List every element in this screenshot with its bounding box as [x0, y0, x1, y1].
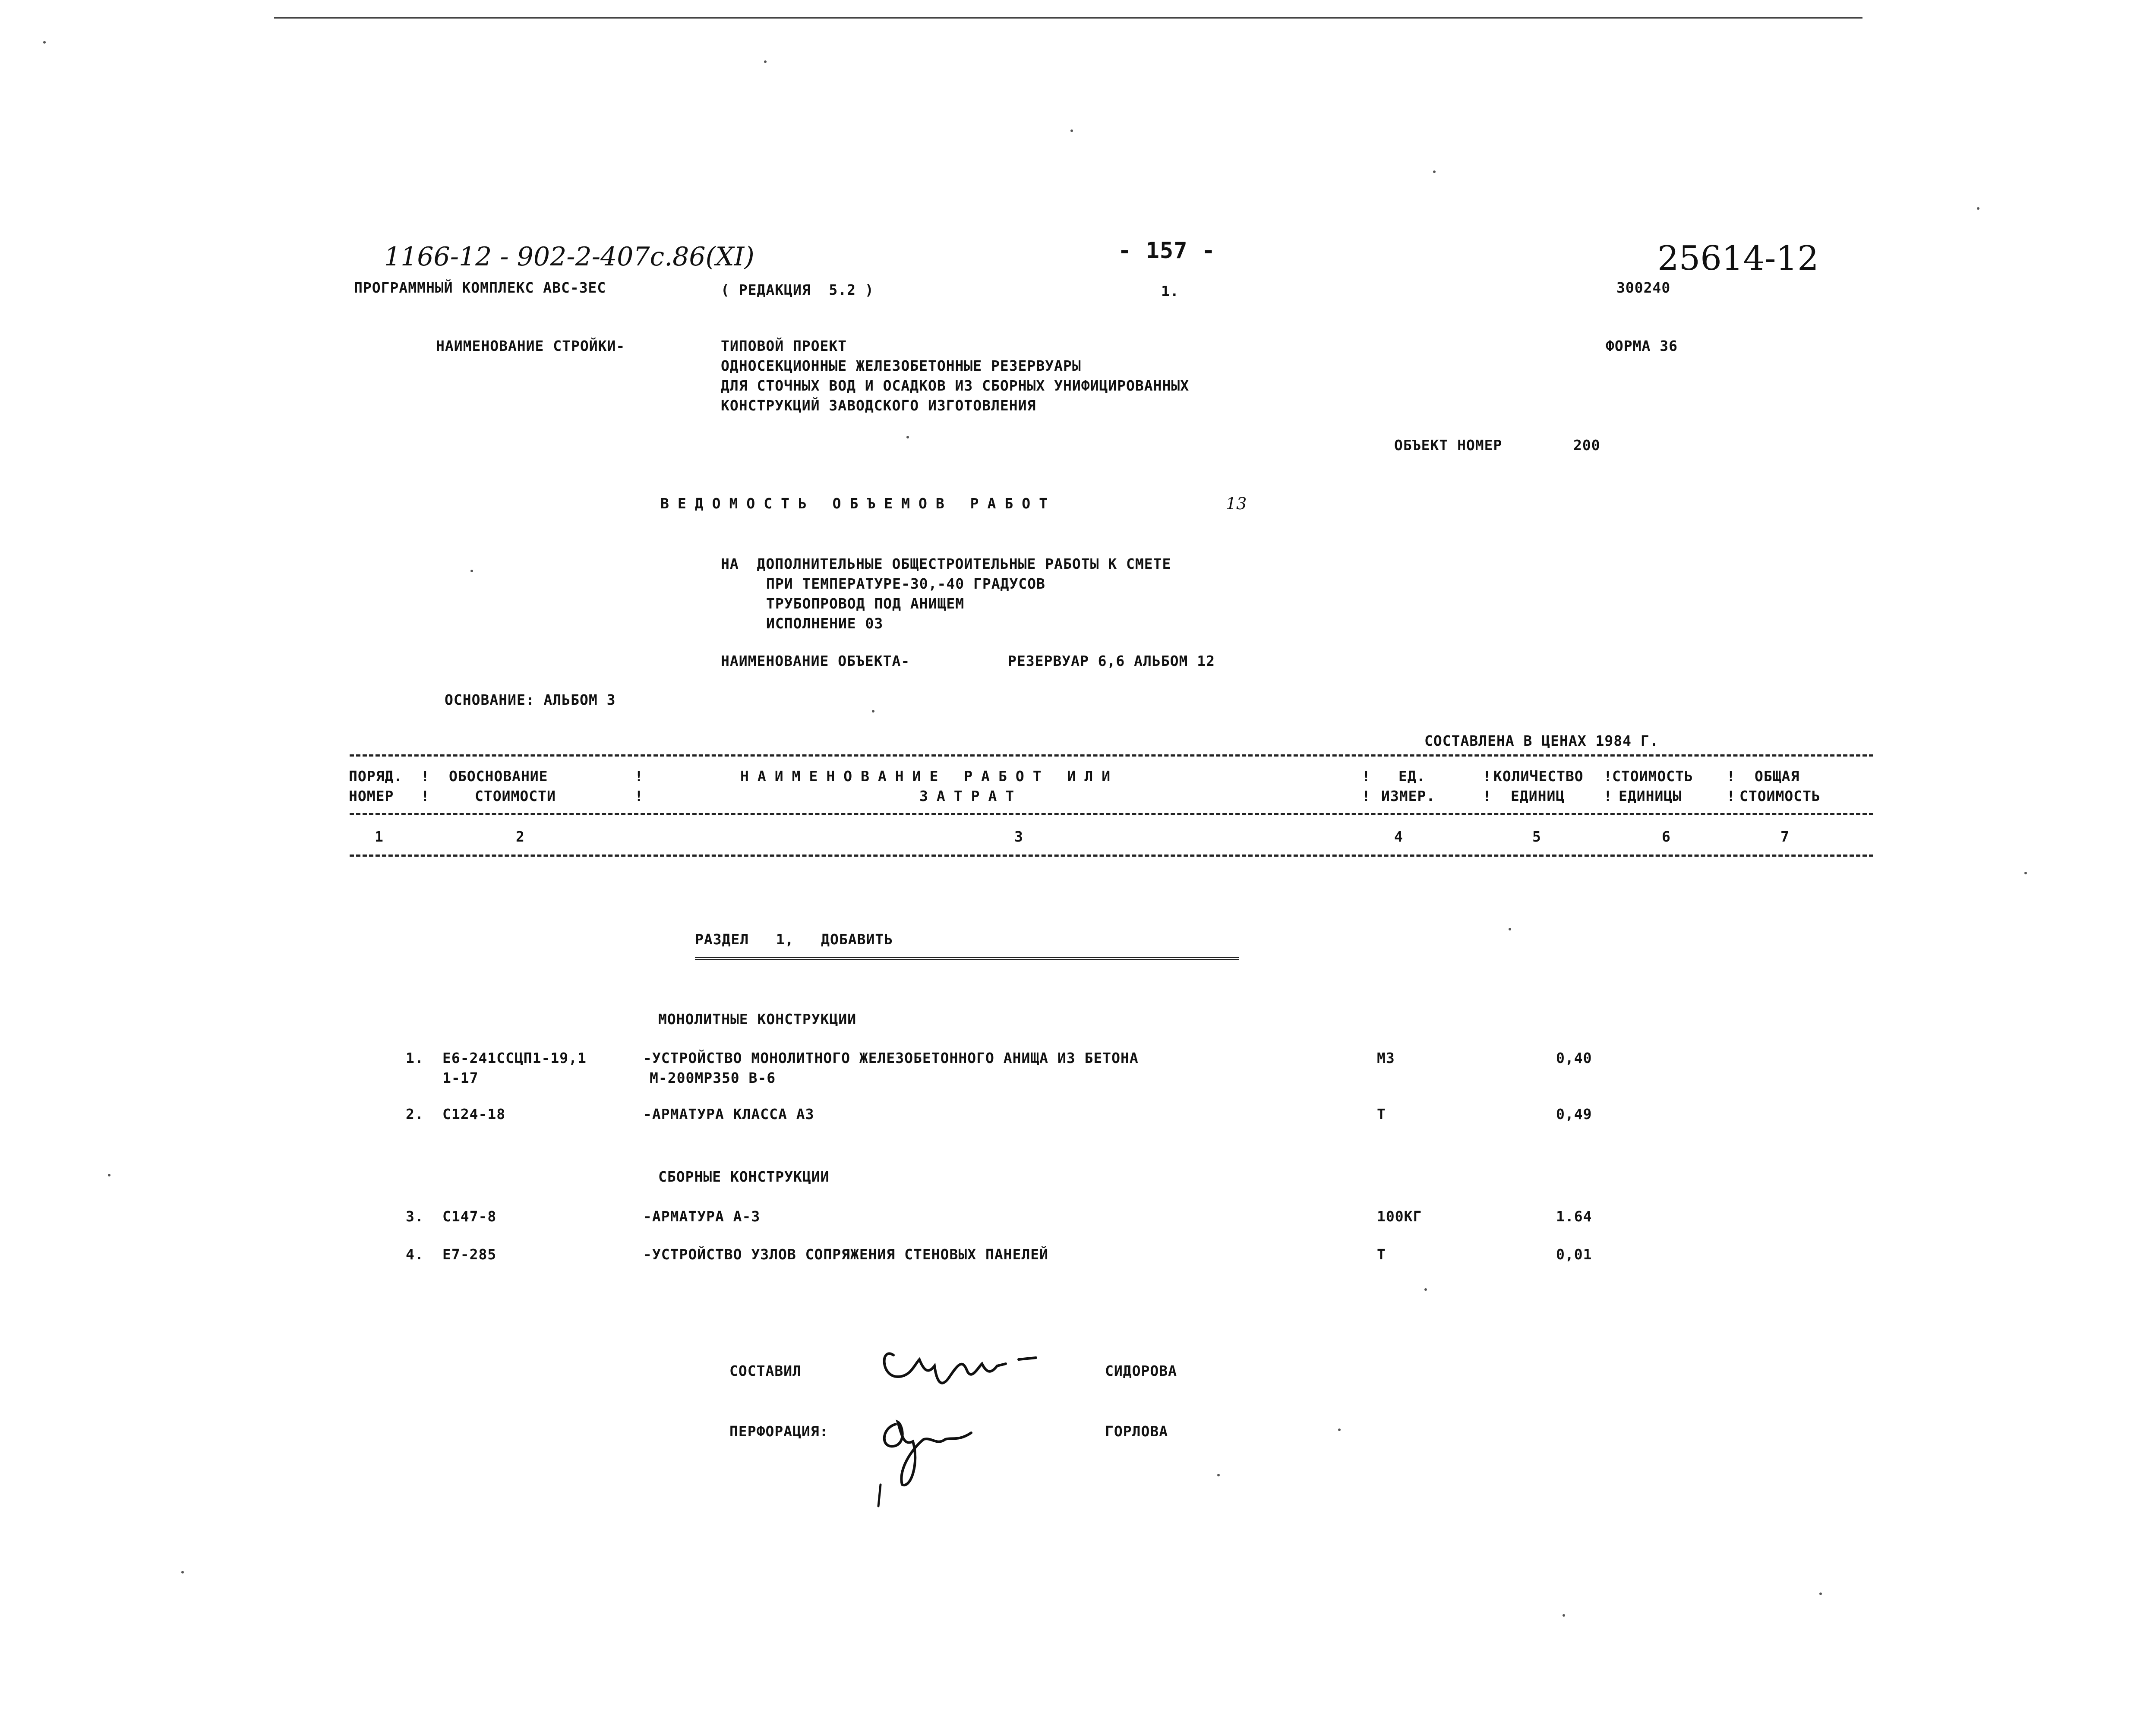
object-name-label: НАИМЕНОВАНИЕ ОБЪЕКТА- — [721, 653, 910, 669]
form-number: ФОРМА 36 — [1606, 337, 1678, 354]
row-number: 2. — [406, 1106, 424, 1123]
column-header: ИЗМЕР. — [1381, 788, 1436, 804]
page-number: - 157 - — [1118, 238, 1216, 264]
column-divider: ! — [1727, 788, 1736, 804]
scan-speck — [108, 1174, 110, 1176]
project-line: ДЛЯ СТОЧНЫХ ВОД И ОСАДКОВ ИЗ СБОРНЫХ УНИФИЦИРОВАННЫХ — [721, 377, 1190, 394]
column-divider: ! — [1362, 768, 1371, 785]
column-header: ЗАТРАТ — [919, 788, 1023, 804]
row-unit: 100КГ — [1377, 1208, 1422, 1225]
project-line: ОДНОСЕКЦИОННЫЕ ЖЕЛЕЗОБЕТОННЫЕ РЕЗЕРВУАРЫ — [721, 357, 1081, 374]
section-title: РАЗДЕЛ 1, ДОБАВИТЬ — [695, 931, 893, 948]
row-quantity: 0,01 — [1556, 1246, 1592, 1263]
table-rule-top — [350, 754, 1873, 757]
punched-signature — [872, 1398, 1001, 1510]
statement-title: ВЕДОМОСТЬ ОБЪЕМОВ РАБОТ — [660, 495, 1056, 512]
scan-speck — [1217, 1474, 1220, 1476]
column-divider: ! — [634, 788, 644, 804]
row-code: Е7-285 — [442, 1246, 497, 1263]
column-header: СТОИМОСТЬ — [1739, 788, 1821, 804]
column-divider: ! — [634, 768, 644, 785]
scan-speck — [2024, 872, 2027, 874]
row-quantity: 0,40 — [1556, 1050, 1592, 1066]
column-divider: ! — [1362, 788, 1371, 804]
price-basis: СОСТАВЛЕНА В ЦЕНАХ 1984 Г. — [1424, 732, 1659, 749]
row-work-name-continued: М-200МРЗ50 В-6 — [650, 1069, 776, 1086]
row-quantity: 1.64 — [1556, 1208, 1592, 1225]
column-header: ОБЩАЯ — [1755, 768, 1800, 785]
edition: ( РЕДАКЦИЯ 5.2 ) — [721, 281, 874, 298]
column-divider: ! — [1727, 768, 1736, 785]
row-code: С124-18 — [442, 1106, 506, 1123]
column-header: ЕДИНИЦЫ — [1619, 788, 1682, 804]
column-header: ПОРЯД. — [349, 768, 403, 785]
table-rule-mid — [350, 813, 1873, 815]
object-label: ОБЪЕКТ НОМЕР — [1394, 437, 1503, 454]
project-line: ТИПОВОЙ ПРОЕКТ — [721, 337, 847, 354]
column-divider: ! — [1483, 768, 1492, 785]
column-number: 3 — [1014, 828, 1023, 845]
row-number: 1. — [406, 1050, 424, 1066]
purpose-line: ПРИ ТЕМПЕРАТУРЕ-30,-40 ГРАДУСОВ — [766, 575, 1045, 592]
statement-title-mark: 13 — [1226, 494, 1247, 513]
scan-speck — [906, 436, 909, 438]
purpose-line: НА ДОПОЛНИТЕЛЬНЫЕ ОБЩЕСТРОИТЕЛЬНЫЕ РАБОТЫ К СМЕТЕ — [721, 555, 1171, 572]
column-divider: ! — [1483, 788, 1492, 804]
column-header: ЕДИНИЦ — [1511, 788, 1565, 804]
group-title: СБОРНЫЕ КОНСТРУКЦИИ — [658, 1168, 830, 1185]
column-number: 7 — [1780, 828, 1790, 845]
column-divider: ! — [421, 768, 430, 785]
table-rule-bottom — [350, 855, 1873, 857]
row-work-name: -УСТРОЙСТВО МОНОЛИТНОГО ЖЕЛЕЗОБЕТОННОГО АНИЩА ИЗ БЕТОНА — [643, 1050, 1139, 1066]
purpose-line: ТРУБОПРОВОД ПОД АНИЩЕМ — [766, 595, 965, 612]
row-code: С147-8 — [442, 1208, 497, 1225]
column-header: НОМЕР — [349, 788, 394, 804]
punched-by-label: ПЕРФОРАЦИЯ: — [729, 1423, 829, 1440]
scan-speck — [181, 1571, 184, 1573]
object-name: РЕЗЕРВУАР 6,6 АЛЬБОМ 12 — [1008, 653, 1215, 669]
scan-speck — [1563, 1614, 1565, 1617]
project-label: НАИМЕНОВАНИЕ СТРОЙКИ- — [436, 337, 625, 354]
program-name: ПРОГРАММНЫЙ КОМПЛЕКС АВС-ЗЕС — [354, 279, 606, 296]
compiled-signature — [876, 1329, 1066, 1394]
row-work-name: -УСТРОЙСТВО УЗЛОВ СОПРЯЖЕНИЯ СТЕНОВЫХ ПАНЕЛЕЙ — [643, 1246, 1049, 1263]
sheet-marker: 1. — [1161, 283, 1179, 300]
scan-speck — [43, 41, 46, 44]
scan-speck — [1424, 1288, 1427, 1291]
row-code: Е6-241ССЦП1-19,1 — [442, 1050, 587, 1066]
section-underline — [695, 957, 1239, 960]
scan-speck — [1433, 170, 1436, 173]
scan-top-rule — [274, 17, 1862, 19]
row-unit: Т — [1377, 1106, 1386, 1123]
row-quantity: 0,49 — [1556, 1106, 1592, 1123]
project-line: КОНСТРУКЦИЙ ЗАВОДСКОГО ИЗГОТОВЛЕНИЯ — [721, 397, 1036, 414]
column-header: СТОИМОСТИ — [475, 788, 556, 804]
scan-speck — [1338, 1428, 1341, 1431]
scan-speck — [1977, 207, 1979, 210]
column-number: 4 — [1394, 828, 1403, 845]
scan-speck — [764, 60, 767, 63]
group-title: МОНОЛИТНЫЕ КОНСТРУКЦИИ — [658, 1011, 857, 1028]
row-code-continued: 1-17 — [442, 1069, 479, 1086]
scan-speck — [470, 570, 473, 572]
column-header: ЕД. — [1398, 768, 1426, 785]
column-number: 6 — [1662, 828, 1671, 845]
column-header: ОБОСНОВАНИЕ — [449, 768, 548, 785]
column-number: 2 — [516, 828, 525, 845]
purpose-line: ИСПОЛНЕНИЕ 03 — [766, 615, 884, 632]
row-number: 4. — [406, 1246, 424, 1263]
doc-code: 300240 — [1616, 279, 1671, 296]
row-unit: М3 — [1377, 1050, 1395, 1066]
basis: ОСНОВАНИЕ: АЛЬБОМ 3 — [445, 691, 616, 708]
scan-speck — [1509, 928, 1511, 930]
column-divider: ! — [421, 788, 430, 804]
punched-by-name: ГОРЛОВА — [1105, 1423, 1168, 1440]
compiled-by-name: СИДОРОВА — [1105, 1362, 1177, 1379]
scan-speck — [1819, 1592, 1822, 1595]
column-number: 5 — [1532, 828, 1541, 845]
object-number: 200 — [1573, 437, 1600, 454]
column-divider: ! — [1604, 788, 1613, 804]
column-number: 1 — [375, 828, 384, 845]
handwritten-code: 1166-12 - 902-2-407c.86(XI) — [384, 242, 754, 272]
scan-speck — [872, 710, 874, 713]
row-work-name: -АРМАТУРА КЛАССА А3 — [643, 1106, 814, 1123]
column-header: СТОИМОСТЬ — [1612, 768, 1693, 785]
row-unit: Т — [1377, 1246, 1386, 1263]
scan-speck — [1070, 129, 1073, 132]
row-number: 3. — [406, 1208, 424, 1225]
column-divider: ! — [1604, 768, 1613, 785]
column-header: КОЛИЧЕСТВО — [1493, 768, 1584, 785]
doc-number-handwritten: 25614-12 — [1657, 239, 1819, 278]
column-header: НАИМЕНОВАНИЕ РАБОТ ИЛИ — [740, 768, 1119, 785]
compiled-by-label: СОСТАВИЛ — [729, 1362, 802, 1379]
row-work-name: -АРМАТУРА А-3 — [643, 1208, 761, 1225]
